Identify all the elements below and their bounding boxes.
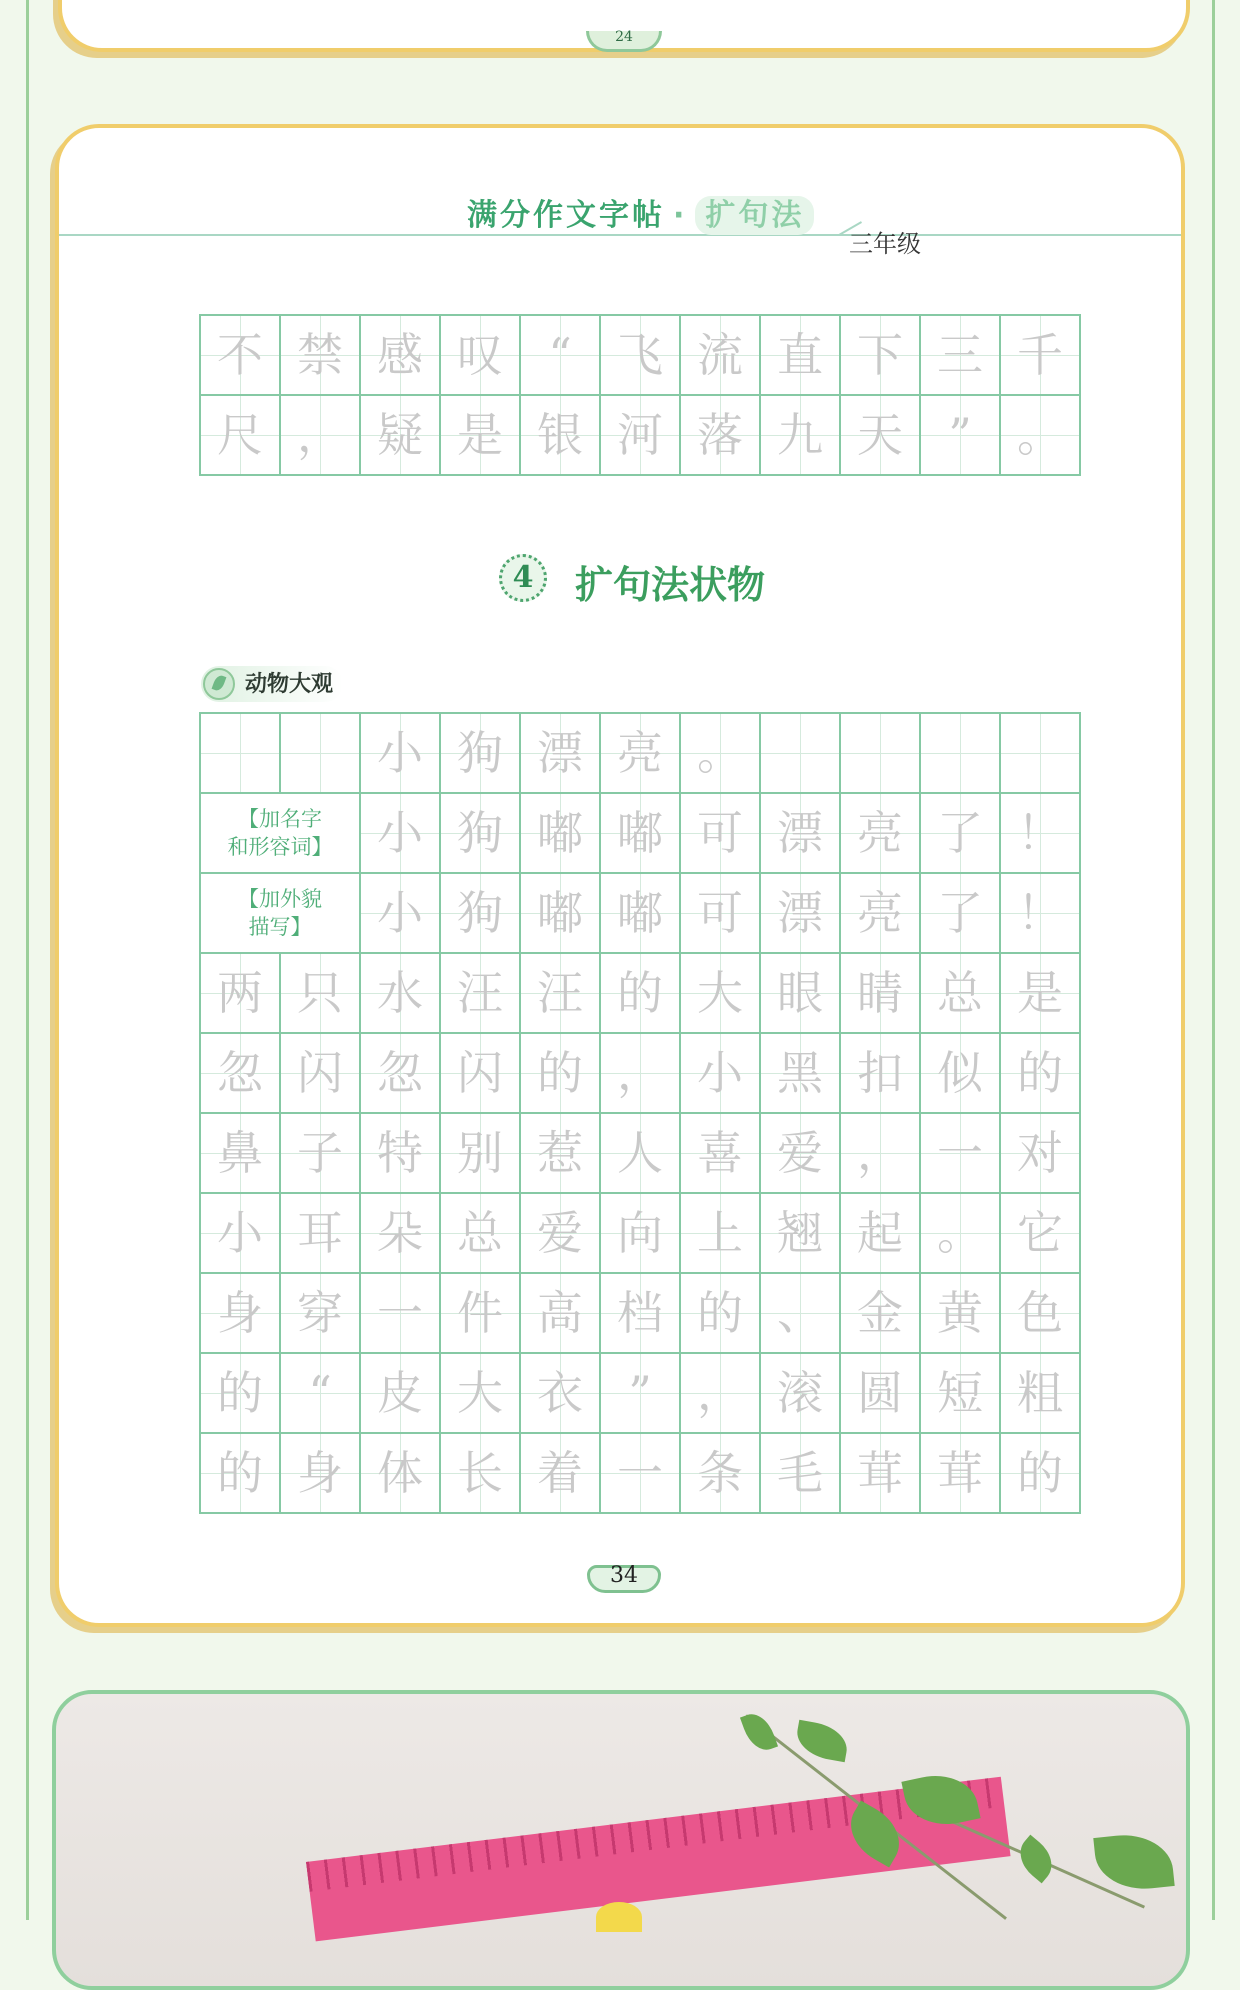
grid-cell: 闪 [440,1033,520,1113]
grid-row [200,793,1080,873]
grid-row [200,315,1080,395]
product-photo [52,1690,1190,1990]
grid-cell: 总 [920,953,1000,1033]
grid-cell: 特 [360,1113,440,1193]
grid-cell: 银 [520,395,600,475]
grid-cell: 皮 [360,1353,440,1433]
grid-cell: 可 [680,873,760,953]
grid-cell: 感 [360,315,440,395]
grid-cell: 爱 [760,1113,840,1193]
grid-cell: 起 [840,1193,920,1273]
grid-cell: 茸 [920,1433,1000,1513]
grid-cell: 狗 [440,713,520,793]
grid-cell: 粗 [1000,1353,1080,1433]
grid-cell: ！ [1000,793,1080,873]
grid-cell: ！ [1000,873,1080,953]
grid-cell: “ [280,1353,360,1433]
grid-cell [1000,713,1080,793]
grid-cell: 三 [920,315,1000,395]
grid-cell: 黄 [920,1273,1000,1353]
grid-cell: 穿 [280,1273,360,1353]
grid-cell: 忽 [360,1033,440,1113]
book-subtitle: 扩句法 [695,196,814,235]
page-number: 34 [610,1563,638,1588]
grid-cell: 小 [680,1033,760,1113]
topic-badge [201,666,343,702]
grid-cell: 叹 [440,315,520,395]
grid-cell: 下 [840,315,920,395]
grid-cell: 漂 [760,873,840,953]
header-title [467,190,814,234]
vine-leaf [1011,1835,1061,1884]
grid-cell: 耳 [280,1193,360,1273]
grid-cell: 着 [520,1433,600,1513]
grid-cell: 闪 [280,1033,360,1113]
grid-row [200,953,1080,1033]
grid-cell: 大 [440,1353,520,1433]
grid-cell: 条 [680,1433,760,1513]
grid-cell: 落 [680,395,760,475]
previous-page-card [58,0,1190,52]
grid-cell: 直 [760,315,840,395]
grid-cell: 、 [760,1273,840,1353]
grid-row [200,395,1080,475]
grid-cell: 的 [520,1033,600,1113]
grid-cell: 黑 [760,1033,840,1113]
grid-cell: 翘 [760,1193,840,1273]
grid-cell: 不 [200,315,280,395]
grid-cell: 高 [520,1273,600,1353]
yellow-accent [596,1902,642,1932]
grid-row [200,1353,1080,1433]
workbook-page-card [55,124,1185,1627]
grid-cell: 毛 [760,1433,840,1513]
row-hint-label: 【加名字 和形容词】 [200,793,360,873]
grid-cell: 禁 [280,315,360,395]
grid-cell: 眼 [760,953,840,1033]
grid-cell: 。 [680,713,760,793]
grid-cell: 了 [920,793,1000,873]
grid-cell: 一 [360,1273,440,1353]
grid-cell: 天 [840,395,920,475]
grid-cell: 是 [1000,953,1080,1033]
topic-badge-label: 动物大观 [245,671,334,697]
grid-cell: 亮 [840,873,920,953]
grid-cell: 大 [680,953,760,1033]
grid-cell [920,713,1000,793]
grid-cell: 滚 [760,1353,840,1433]
grid-cell: 嘟 [520,873,600,953]
grid-cell: ” [920,395,1000,475]
right-rail [1212,0,1215,1920]
grid-cell: 汪 [440,953,520,1033]
grid-cell: 只 [280,953,360,1033]
grid-cell: ” [600,1353,680,1433]
grid-cell: 的 [200,1353,280,1433]
grid-cell: 了 [920,873,1000,953]
section-title: 扩句法状物 [575,562,766,607]
grid-cell: 嘟 [520,793,600,873]
grid-cell: 总 [440,1193,520,1273]
grid-cell: 飞 [600,315,680,395]
grid-cell: 向 [600,1193,680,1273]
grid-cell: 疑 [360,395,440,475]
grid-cell: ， [680,1353,760,1433]
grid-cell: 茸 [840,1433,920,1513]
grid-cell: 似 [920,1033,1000,1113]
grid-cell: 尺 [200,395,280,475]
vine-leaf [1093,1830,1174,1894]
grid-cell: 短 [920,1353,1000,1433]
grid-cell: 它 [1000,1193,1080,1273]
grid-cell: 亮 [600,713,680,793]
grid-cell: 水 [360,953,440,1033]
book-title: 满分作文字帖 [467,198,665,233]
grid-cell: 的 [1000,1433,1080,1513]
grid-cell: 扣 [840,1033,920,1113]
grid-cell: 嘟 [600,873,680,953]
grid-cell: 一 [600,1433,680,1513]
pink-ruler [306,1777,1011,1942]
grid-cell: 的 [600,953,680,1033]
grid-cell: 小 [360,793,440,873]
grid-cell: 可 [680,793,760,873]
grid-cell [200,713,280,793]
grid-cell: 小 [200,1193,280,1273]
left-rail [26,0,29,1920]
practice-grid-main [199,712,1081,1514]
grid-cell: 嘟 [600,793,680,873]
grid-cell: 别 [440,1113,520,1193]
grid-cell: ， [280,395,360,475]
page-number-tab [587,1557,661,1599]
grid-cell: 的 [1000,1033,1080,1113]
grid-cell: 亮 [840,793,920,873]
title-separator: · [673,198,688,233]
grid-cell: 千 [1000,315,1080,395]
grid-cell: 爱 [520,1193,600,1273]
grid-cell: 九 [760,395,840,475]
grid-cell: 是 [440,395,520,475]
grid-cell [840,713,920,793]
grid-cell: 漂 [520,713,600,793]
grid-cell: “ [520,315,600,395]
grid-cell: 喜 [680,1113,760,1193]
row-hint-label: 【加外貌 描写】 [200,873,360,953]
section-number: 4 [499,554,547,602]
grid-cell: 忽 [200,1033,280,1113]
grid-cell: 体 [360,1433,440,1513]
grid-cell: 金 [840,1273,920,1353]
grid-cell: 鼻 [200,1113,280,1193]
grid-row [200,1033,1080,1113]
grade-label: 三年级 [849,230,921,258]
grid-cell: ， [840,1113,920,1193]
practice-grid-top [199,314,1081,476]
vine-leaf [793,1720,850,1763]
grid-cell: 睛 [840,953,920,1033]
grid-cell: 衣 [520,1353,600,1433]
grid-cell: 的 [680,1273,760,1353]
grid-cell: 小 [360,873,440,953]
grid-cell: 汪 [520,953,600,1033]
grid-cell: 河 [600,395,680,475]
grid-cell: 朵 [360,1193,440,1273]
grid-row [200,873,1080,953]
grid-cell: ， [600,1033,680,1113]
previous-page-number: 24 [586,31,662,52]
grid-cell: 身 [200,1273,280,1353]
grid-cell: 上 [680,1193,760,1273]
vine-leaf [740,1709,778,1755]
grid-cell: 人 [600,1113,680,1193]
grid-cell [760,713,840,793]
grid-cell: 的 [200,1433,280,1513]
leaf-icon [203,668,235,700]
grid-row [200,1433,1080,1513]
grid-cell: 流 [680,315,760,395]
grid-cell: 惹 [520,1113,600,1193]
grid-cell: 一 [920,1113,1000,1193]
grid-cell: 漂 [760,793,840,873]
grid-cell: 身 [280,1433,360,1513]
grid-cell: 件 [440,1273,520,1353]
grid-cell: 长 [440,1433,520,1513]
grid-cell: 两 [200,953,280,1033]
grid-cell: 。 [1000,395,1080,475]
grid-row [200,1113,1080,1193]
grid-row [200,713,1080,793]
grid-cell: 狗 [440,873,520,953]
grid-row [200,1193,1080,1273]
grid-cell: 。 [920,1193,1000,1273]
grid-cell: 小 [360,713,440,793]
grid-cell: 子 [280,1113,360,1193]
grid-cell [280,713,360,793]
grid-row [200,1273,1080,1353]
grid-cell: 档 [600,1273,680,1353]
grid-cell: 圆 [840,1353,920,1433]
grid-cell: 对 [1000,1113,1080,1193]
grid-cell: 色 [1000,1273,1080,1353]
grid-cell: 狗 [440,793,520,873]
